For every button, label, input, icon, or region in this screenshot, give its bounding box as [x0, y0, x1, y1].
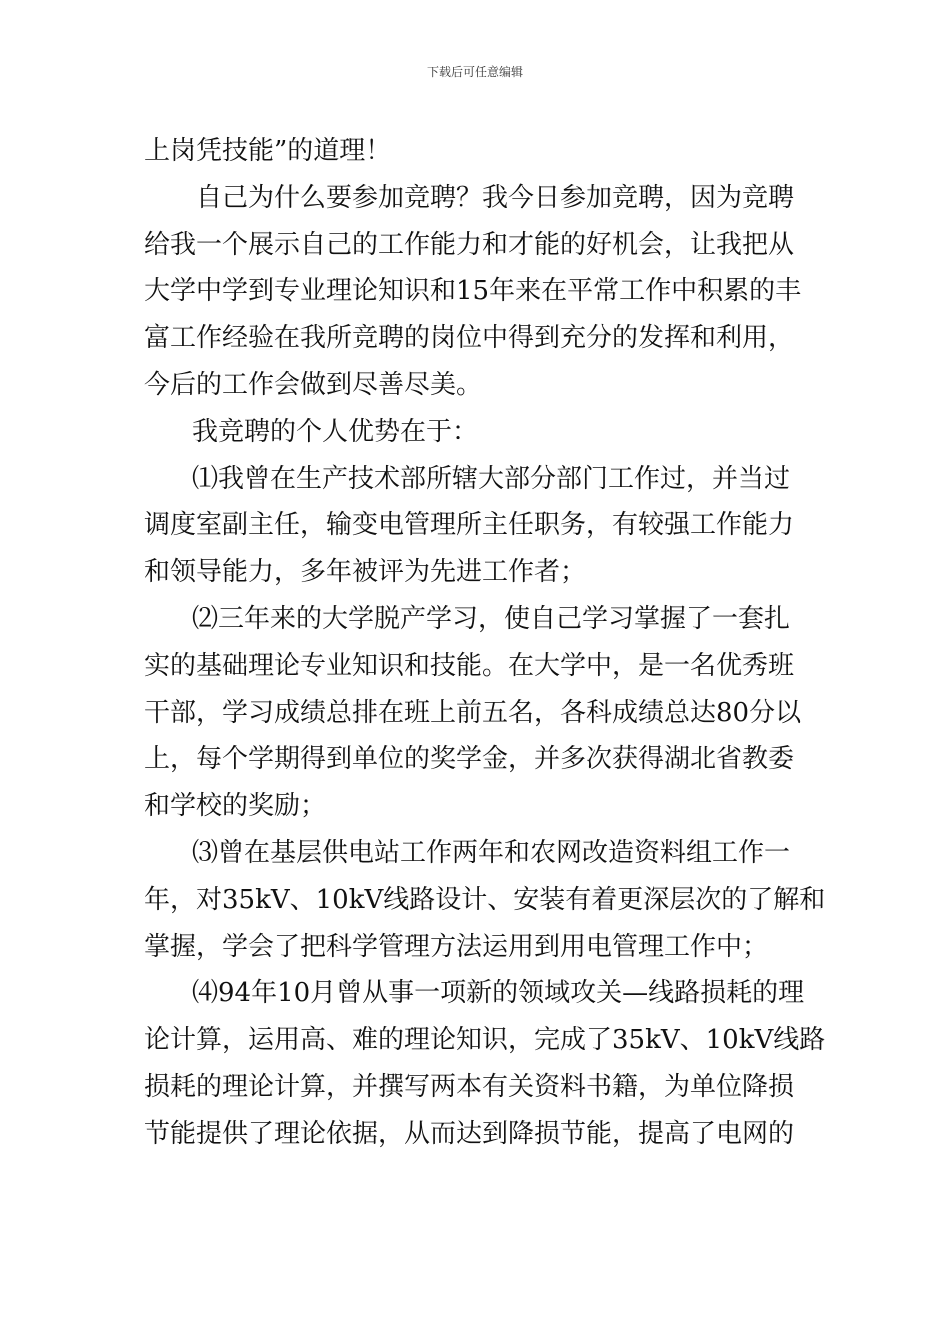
page-header: 下载后可任意编辑 [426, 65, 523, 79]
text-line: 今后的工作会做到尽善尽美。 [144, 369, 483, 400]
text-line: 节能提供了理论依据，从而达到降损节能，提高了电网的 [144, 1118, 795, 1149]
paragraph-start-line: 自己为什么要参加竞聘？我今日参加竞聘，因为竞聘 [196, 182, 795, 213]
paragraph-start-line: 我竞聘的个人优势在于： [192, 416, 479, 447]
text-line: 和学校的奖励； [144, 791, 327, 822]
text-line: 干部，学习成绩总排在班上前五名，各科成绩总达80分以 [144, 697, 802, 728]
text-line: 调度室副主任，输变电管理所主任职务，有较强工作能力 [144, 510, 795, 541]
text-line: 论计算，运用高、难的理论知识，完成了35kV、10kV线路 [144, 1025, 826, 1056]
text-line: 损耗的理论计算，并撰写两本有关资料书籍，为单位降损 [144, 1071, 795, 1102]
text-line: 年，对35kV、10kV线路设计、安装有着更深层次的了解和 [144, 884, 826, 915]
text-line: 给我一个展示自己的工作能力和才能的好机会，让我把从 [144, 229, 795, 260]
text-line: 大学中学到专业理论知识和15年来在平常工作中积累的丰 [144, 276, 802, 307]
list-item-3-line: ⑶曾在基层供电站工作两年和农网改造资料组工作一 [192, 837, 791, 868]
list-item-2-line: ⑵三年来的大学脱产学习，使自己学习掌握了一套扎 [192, 603, 791, 634]
text-line: 上岗凭技能”的道理！ [144, 136, 392, 166]
list-item-1-line: ⑴我曾在生产技术部所辖大部分部门工作过，并当过 [192, 463, 791, 494]
text-line: 掌握，学会了把科学管理方法运用到用电管理工作中； [144, 931, 769, 962]
text-line: 上，每个学期得到单位的奖学金，并多次获得湖北省教委 [144, 744, 795, 775]
text-line: 和领导能力，多年被评为先进工作者； [144, 557, 587, 588]
list-item-4-line: ⑷94年10月曾从事一项新的领域攻关—线路损耗的理 [192, 978, 805, 1009]
text-line: 实的基础理论专业知识和技能。在大学中，是一名优秀班 [144, 650, 795, 681]
text-line: 富工作经验在我所竞聘的岗位中得到充分的发挥和利用， [144, 323, 795, 354]
document-body [144, 128, 826, 1158]
